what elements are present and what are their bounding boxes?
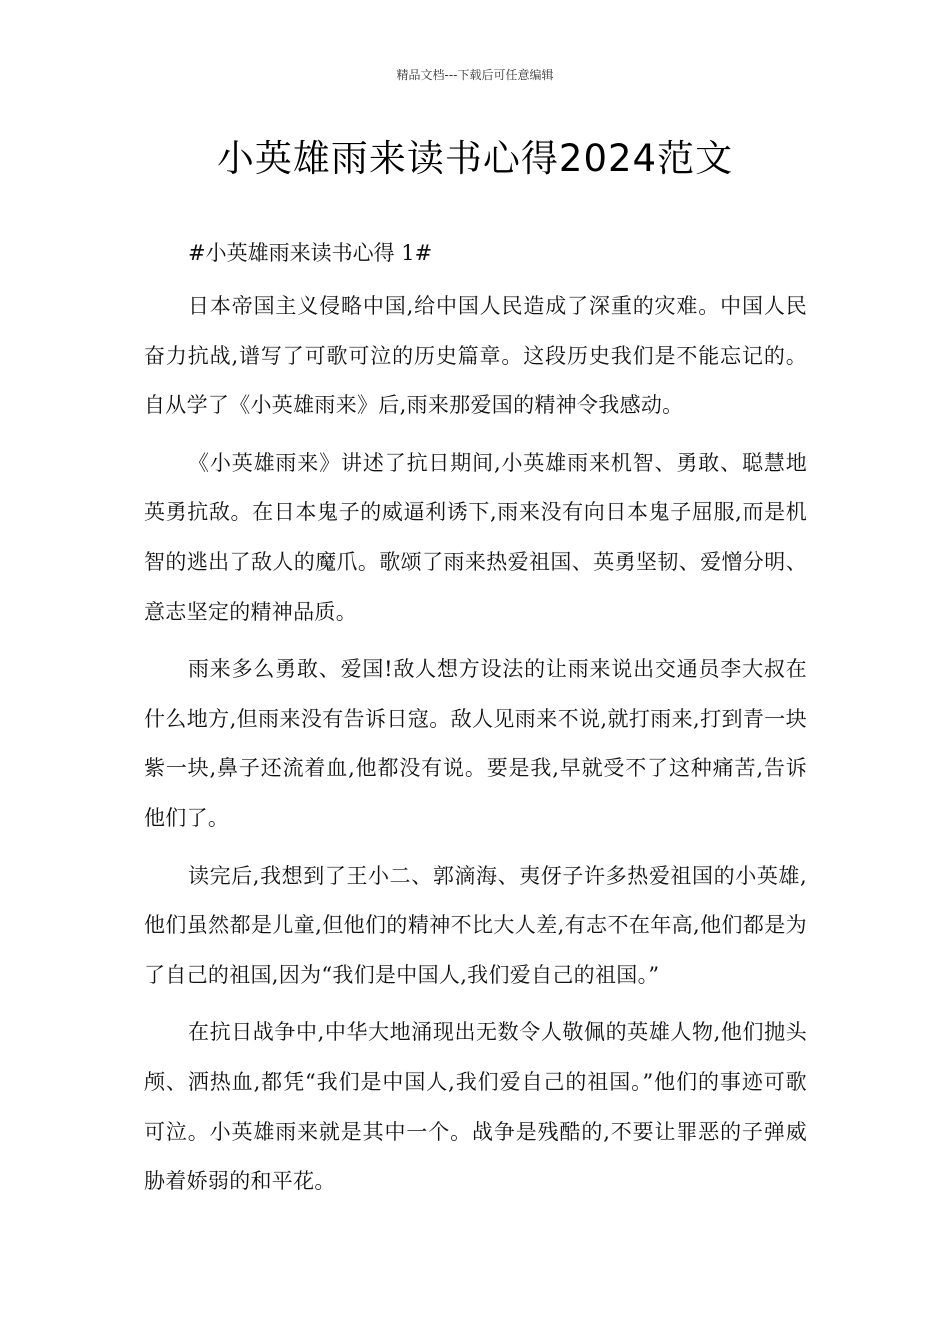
- paragraph-1: 日本帝国主义侵略中国,给中国人民造成了深重的灾难。中国人民奋力抗战,谱写了可歌可泣的历史篇章。这段历史我们是不能忘记的。自从学了《小英雄雨来》后,雨来那爱国的精神令我感动。: [144, 294, 807, 418]
- header-note: 精品文档---下载后可任意编辑: [396, 68, 554, 82]
- document-title: 小英雄雨来读书心得2024范文: [216, 137, 734, 180]
- paragraph-5: 在抗日战争中,中华大地涌现出无数令人敬佩的英雄人物,他们抛头颅、洒热血,都凭“我们是中国人,我们爱自己的祖国。”他们的事迹可歌可泣。小英雄雨来就是其中一个。战争是残酷的,不要让罪恶的子弹威胁着娇弱的和平花。: [144, 1020, 807, 1194]
- paragraph-2: 《小英雄雨来》讲述了抗日期间,小英雄雨来机智、勇敢、聪慧地英勇抗敌。在日本鬼子的威逼利诱下,雨来没有向日本鬼子屈服,而是机智的逃出了敌人的魔爪。歌颂了雨来热爱祖国、英勇坚韧、爱憎分明、意志坚定的精神品质。: [144, 450, 807, 624]
- section-heading: #小英雄雨来读书心得 1#: [188, 241, 433, 265]
- document-body: [144, 232, 807, 1215]
- paragraph-3: 雨来多么勇敢、爱国!敌人想方设法的让雨来说出交通员李大叔在什么地方,但雨来没有告诉日寇。敌人见雨来不说,就打雨来,打到青一块紫一块,鼻子还流着血,他都没有说。要是我,早就受不了这种痛苦,告诉他们了。: [144, 657, 807, 830]
- paragraph-4: 读完后,我想到了王小二、郭滴海、夷伢子许多热爱祖国的小英雄,他们虽然都是儿童,但他们的精神不比大人差,有志不在年高,他们都是为了自己的祖国,因为“我们是中国人,我们爱自己的祖国。”: [144, 863, 807, 987]
